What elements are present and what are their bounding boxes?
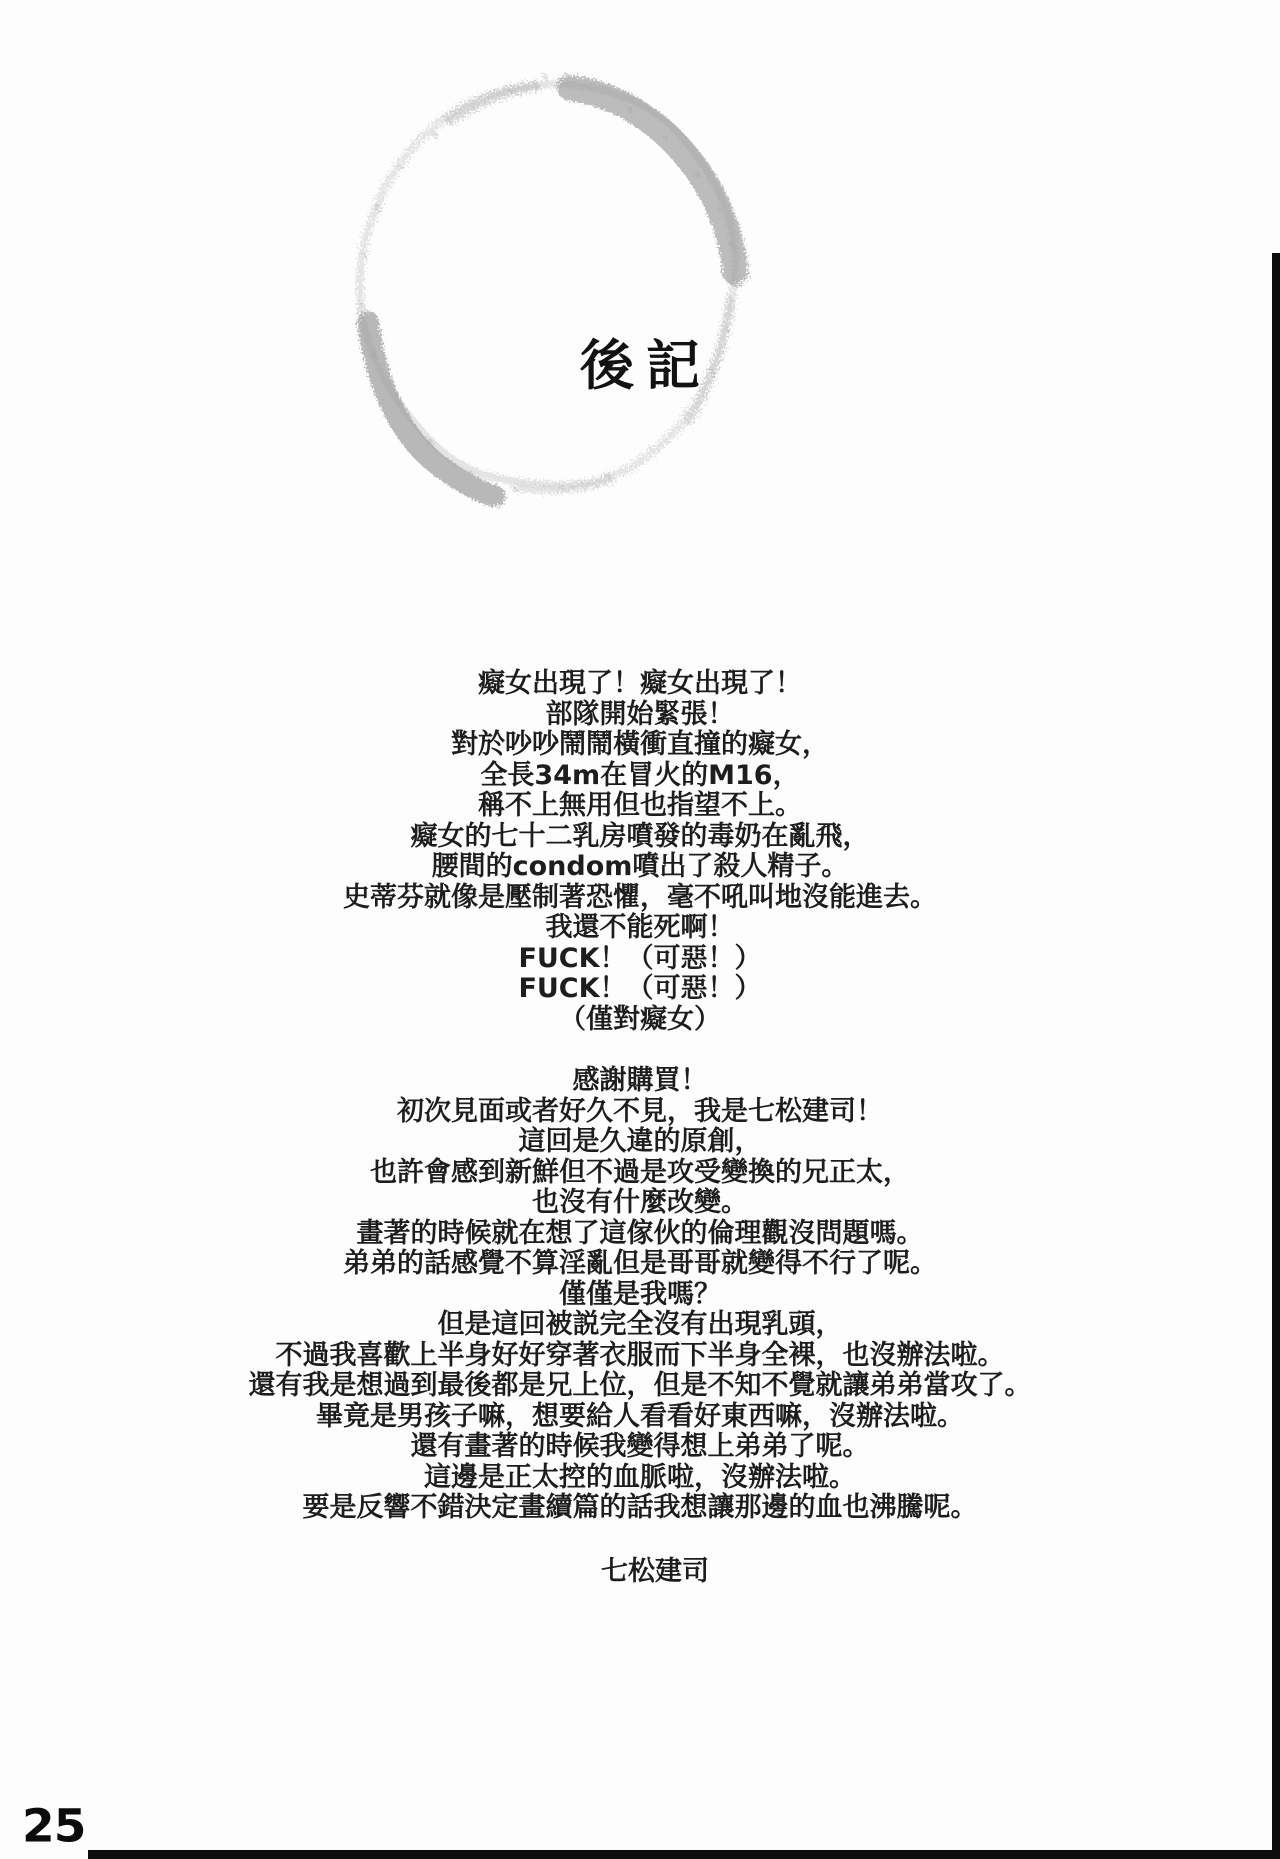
afterword-line: FUCK！（可惡！） bbox=[518, 973, 762, 1004]
author-signature-text: 七松建司 bbox=[601, 1556, 709, 1587]
afterword-line: 這回是久違的原創， bbox=[518, 1126, 762, 1157]
page-number: 25 bbox=[22, 1800, 86, 1853]
afterword-line: 僅僅是我嗎？ bbox=[559, 1278, 721, 1310]
afterword-line: 弟弟的話感覺不算淫亂但是哥哥就變得不行了呢。 bbox=[343, 1248, 937, 1279]
afterword-line: 也沒有什麼改變。 bbox=[532, 1187, 748, 1218]
author-signature bbox=[0, 1556, 1280, 1588]
afterword-line: 稱不上無用但也指望不上。 bbox=[478, 790, 802, 821]
scan-edge-bottom bbox=[88, 1850, 1280, 1859]
afterword-line: 不過我喜歡上半身好好穿著衣服而下半身全裸，也沒辦法啦。 bbox=[275, 1339, 1005, 1371]
afterword-line: 部隊開始緊張！ bbox=[545, 698, 735, 730]
afterword-line: FUCK！（可惡！） bbox=[518, 942, 762, 974]
page-title: 後記 bbox=[580, 334, 712, 397]
afterword-line: 這邊是正太控的血脈啦，沒辦法啦。 bbox=[424, 1461, 856, 1493]
afterword-line: 癡女出現了！癡女出現了！ bbox=[478, 668, 802, 699]
afterword-line: 全長34m在冒火的M16， bbox=[480, 759, 800, 791]
afterword-line: 還有畫著的時候我變得想上弟弟了呢。 bbox=[410, 1431, 870, 1462]
afterword-line: 初次見面或者好久不見，我是七松建司！ bbox=[397, 1095, 883, 1127]
afterword-line: 癡女的七十二乳房噴發的毒奶在亂飛， bbox=[410, 820, 870, 852]
sketch-circle bbox=[330, 60, 770, 525]
afterword-line: 腰間的condom噴出了殺人精子。 bbox=[431, 851, 849, 882]
afterword-line: 感謝購買！ bbox=[572, 1065, 708, 1096]
afterword-intro-paragraph bbox=[0, 669, 1280, 1035]
afterword-line: 要是反響不錯決定畫續篇的話我想讓那邊的血也沸騰呢。 bbox=[302, 1492, 978, 1523]
afterword-line: 史蒂芬就像是壓制著恐懼，毫不吼叫地沒能進去。 bbox=[343, 881, 937, 913]
afterword-line: 畫著的時候就在想了這傢伙的倫理觀沒問題嗎。 bbox=[356, 1217, 924, 1249]
afterword-body-paragraph bbox=[0, 1066, 1280, 1524]
afterword-line: 也許會感到新鮮但不過是攻受變換的兄正太， bbox=[370, 1156, 910, 1188]
afterword-line: 還有我是想過到最後都是兄上位，但是不知不覺就讓弟弟當攻了。 bbox=[248, 1370, 1032, 1401]
scan-edge-right bbox=[1272, 253, 1280, 1859]
afterword-line: 但是這回被説完全沒有出現乳頭， bbox=[437, 1309, 843, 1340]
afterword-line: 對於吵吵鬧鬧橫衝直撞的癡女， bbox=[451, 729, 829, 760]
afterword-line: 我還不能死啊！ bbox=[545, 912, 735, 943]
afterword-line: （僅對癡女） bbox=[559, 1003, 721, 1035]
afterword-line: 畢竟是男孩子嘛，想要給人看看好東西嘛，沒辦法啦。 bbox=[316, 1400, 964, 1432]
